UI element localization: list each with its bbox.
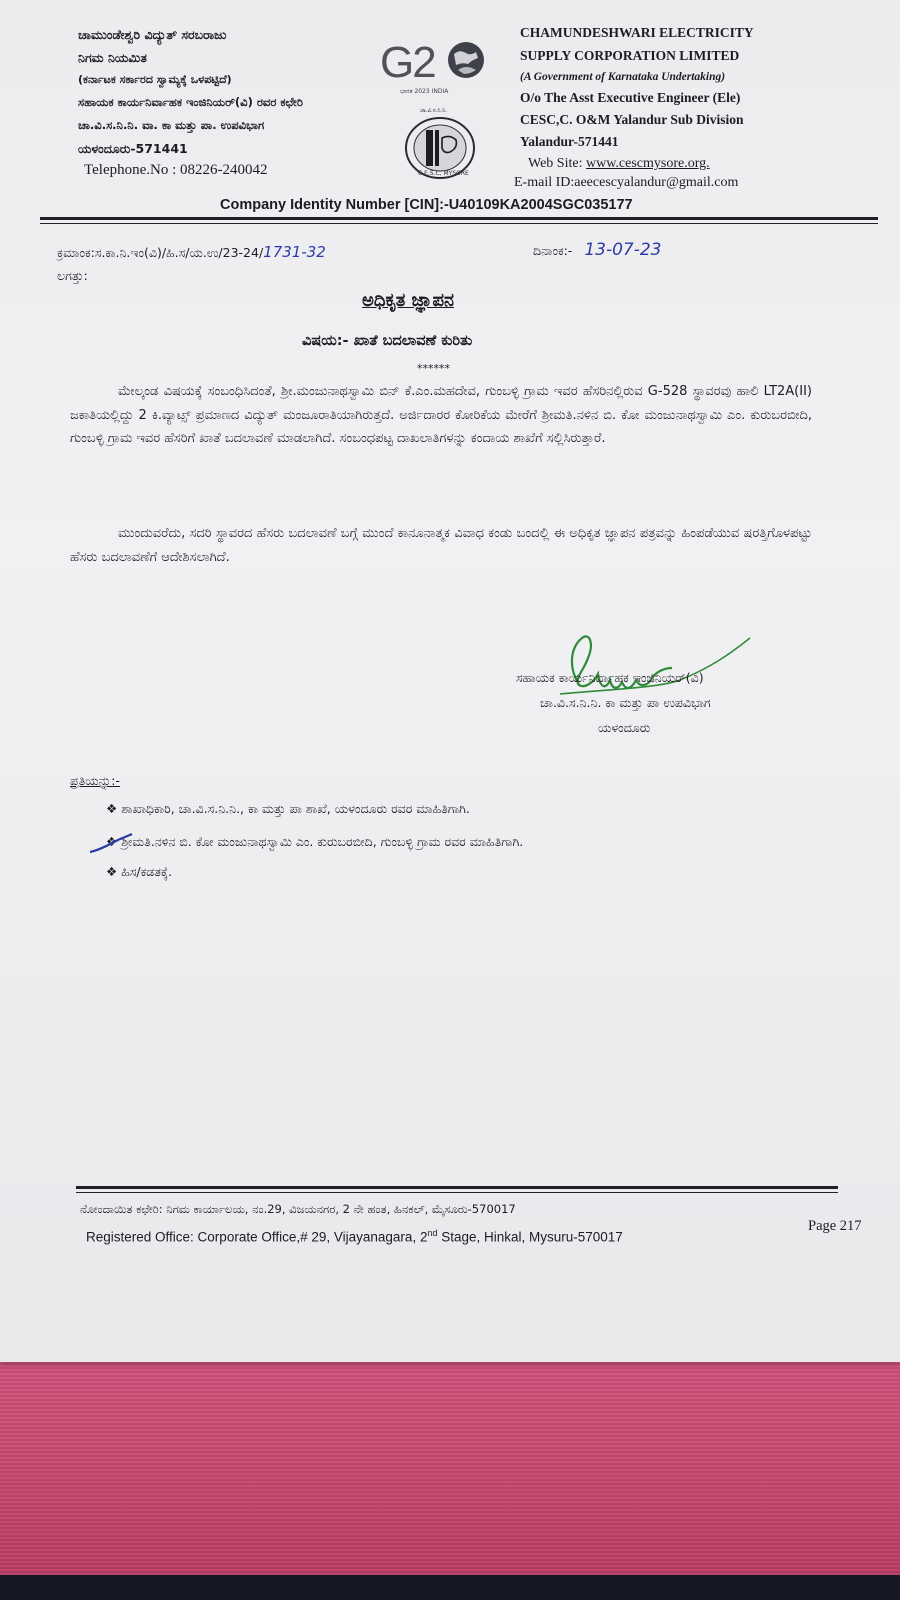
- header-email[interactable]: E-mail ID:aeecescyalandur@gmail.com: [514, 175, 739, 190]
- cesc-emblem: [400, 108, 480, 180]
- signatory-designation: ಸಹಾಯಕ ಕಾರ್ಯನಿರ್ವಾಹಕ ಇಂಜಿನಿಯರ್(ವಿ): [516, 670, 704, 685]
- footer-rule-thin: [76, 1192, 838, 1193]
- dark-floor: [0, 1575, 900, 1600]
- copy-item-1: [106, 801, 470, 817]
- header-kn-line-5: ಚಾ.ವಿ.ಸ.ನಿ.ನಿ. ವಾ. ಕಾ ಮತ್ತು ಪಾ. ಉಪವಿಭಾಗ: [78, 118, 265, 132]
- enclosure-label: ಲಗತ್ತು:: [57, 268, 88, 283]
- memo-paragraph-2: ಮುಂದುವರೆದು, ಸದರಿ ಸ್ಥಾವರದ ಹೆಸರು ಬದಲಾವಣೆ ಬಗ್ಗೆ ಮುಂದೆ ಕಾನೂನಾತ್ಮಕ ವಿವಾಧ ಕಂಡು ಬಂದಲ್ಲಿ ಈ ಅಧಿಕೃತ ಜ್ಞಾಪನ ಪತ್ರವನ್ನು ಹಿಂಪಡೆಯುವ ಷರತ್ತಿಗೊಳಪಟ್ಟು ಹೆಸರು ಬದಲಾವಣೆಗೆ ಆದೇಶಿಸಲಾಗಿದೆ.: [70, 526, 812, 565]
- bullet-icon: ❖: [106, 864, 118, 879]
- date-line: [533, 240, 661, 260]
- copies-label: ಪ್ರತಿಯನ್ನು:-: [70, 773, 120, 788]
- signatory-office: ಚಾ.ವಿ.ಸ.ನಿ.ನಿ. ಕಾ ಮತ್ತು ಪಾ ಉಪವಿಭಾಗ: [540, 695, 711, 710]
- footer-en-part-b: Stage, Hinkal, Mysuru-570017: [437, 1229, 623, 1245]
- copy-item-text: ಶಾಖಾಧಿಕಾರಿ, ಚಾ.ವಿ.ಸ.ನಿ.ನಿ., ಕಾ ಮತ್ತು ಪಾ ಶಾಖೆ, ಯಳಂದೂರು ರವರ ಮಾಹಿತಿಗಾಗಿ.: [121, 801, 470, 816]
- footer-en-sup: nd: [427, 1228, 438, 1238]
- date-handwritten: 13-07-23: [584, 240, 662, 260]
- header-en-line-1: CHAMUNDESHWARI ELECTRICITY: [520, 25, 754, 40]
- footer-rule-thick: [76, 1186, 838, 1189]
- cesc-emblem-ring: C.E.S.C, MYSORE: [418, 170, 469, 177]
- header-kn-line-2: ನಿಗಮ ನಿಯಮಿತ: [78, 50, 147, 65]
- header-en-line-3: (A Government of Karnataka Undertaking): [520, 71, 726, 83]
- ref-line: [57, 243, 326, 261]
- memo-subject: ವಿಷಯ:- ಖಾತೆ ಬದಲಾವಣೆ ಕುರಿತು: [302, 333, 473, 349]
- header-rule-thin: [40, 223, 878, 224]
- cin-line: [220, 197, 633, 213]
- ref-number-handwritten: 1731-32: [263, 243, 326, 261]
- header-en-line-5: CESC,C. O&M Yalandur Sub Division: [520, 112, 744, 127]
- header-en-line-4: O/o The Asst Executive Engineer (Ele): [520, 90, 741, 105]
- header-kn-line-1: ಚಾಮುಂಡೇಶ್ವರಿ ವಿದ್ಯುತ್ ಸರಬರಾಜು: [78, 27, 227, 42]
- g20-logo-subtext: ಭಾರತ 2023 INDIA: [400, 88, 449, 95]
- cin-label: Company Identity Number: [220, 197, 401, 213]
- header-rule-thick: [40, 217, 878, 220]
- cin-value: [CIN]:-U40109KA2004SGC035177: [404, 197, 633, 213]
- copy-item-2: [106, 834, 523, 850]
- header-telephone: Telephone.No : 08226-240042: [84, 162, 268, 178]
- footer-en-address: [86, 1228, 623, 1245]
- memo-stars: ******: [417, 362, 450, 375]
- memo-paragraph-1: ಮೇಲ್ಕಂಡ ವಿಷಯಕ್ಕೆ ಸಂಬಂಧಿಸಿದಂತೆ, ಶ್ರೀ.ಮಂಜುನಾಥಸ್ವಾಮಿ ಬಿನ್ ಕೆ.ಎಂ.ಮಹದೇವ, ಗುಂಬಳ್ಳಿ ಗ್ರಾಮ ಇವರ ಹೆಸರಿನಲ್ಲಿರುವ G-528 ಸ್ಥಾವರವು ಹಾಲಿ LT2A(II) ಜಕಾತಿಯಲ್ಲಿದ್ದು 2 ಕಿ.ವ್ಯಾಟ್ಸ್ ಪ್ರಮಾಣದ ವಿದ್ಯುತ್ ಮಂಜೂರಾತಿಯಾಗಿರುತ್ತದೆ. ಅರ್ಜಿದಾರರ ಕೋರಿಕೆಯ ಮೇರೆಗೆ ಶ್ರೀಮತಿ.ನಳಿನ ಬಿ. ಕೋ ಮಂಜುನಾಥಸ್ವಾಮಿ ಎಂ. ಕುರುಬರಬೀದಿ, ಗುಂಬಳ್ಳಿ ಗ್ರಾಮ ಇವರ ಹೆಸರಿಗೆ ಖಾತೆ ಬದಲಾವಣೆ ಮಾಡಲಾಗಿದೆ. ಸಂಬಂಧಪಟ್ಟ ದಾಖಲಾತಿಗಳನ್ನು ಕಂದಾಯ ಶಾಖೆಗೆ ಸಲ್ಲಿಸಿರುತ್ತಾರೆ.: [70, 384, 812, 446]
- page-number: Page 217: [808, 1218, 862, 1234]
- copy-item-3: [106, 864, 172, 880]
- header-en-line-6: Yalandur-571441: [520, 134, 619, 149]
- g20-logo-text: G2: [380, 38, 435, 87]
- header-kn-line-4: ಸಹಾಯಕ ಕಾರ್ಯನಿರ್ವಾಹಕ ಇಂಜಿನಿಯರ್(ವಿ) ರವರ ಕಛೇರಿ: [78, 95, 303, 109]
- cesc-emblem-top: ಚಾ.ವಿ.ಸ.ನಿ.ನಿ.: [420, 108, 448, 114]
- pink-surface: [0, 1340, 900, 1575]
- date-label: ದಿನಾಂಕ:-: [533, 243, 573, 258]
- g20-globe-icon: [446, 40, 486, 80]
- g20-logo: [380, 38, 490, 104]
- header-en-line-2: SUPPLY CORPORATION LIMITED: [520, 48, 740, 63]
- header-kn-line-3: (ಕರ್ನಾಟಕ ಸರ್ಕಾರದ ಸ್ವಾಮ್ಯಕ್ಕೆ ಒಳಪಟ್ಟಿದೆ): [78, 73, 232, 86]
- website-link[interactable]: www.cescmysore.org.: [585, 156, 710, 171]
- pen-tick-mark-icon: [88, 830, 134, 860]
- bullet-icon: ❖: [106, 801, 118, 816]
- bullet-icon: ❖: [106, 834, 118, 849]
- signatory-place: ಯಳಂದೂರು: [598, 720, 651, 735]
- header-website-line: [528, 156, 710, 172]
- header-kn-line-6: ಯಳಂದೂರು-571441: [78, 141, 188, 156]
- ref-label: ಕ್ರಮಾಂಕ:ಸ.ಕಾ.ನಿ.ಇಂ(ವಿ)/ಹಿ.ಸ/ಯ.ಉ/23-24/: [57, 245, 264, 260]
- copy-item-text: ಹಿಸ/ಕಡತಕ್ಕೆ.: [121, 864, 173, 879]
- copy-item-text: ಶ್ರೀಮತಿ.ನಳಿನ ಬಿ. ಕೋ ಮಂಜುನಾಥಸ್ವಾಮಿ ಎಂ. ಕುರುಬರಬೀದಿ, ಗುಂಬಳ್ಳಿ ಗ್ರಾಮ ರವರ ಮಾಹಿತಿಗಾಗಿ.: [121, 834, 524, 849]
- footer-en-part-a: Registered Office: Corporate Office,# 29, Vijayanagara, 2: [86, 1229, 428, 1245]
- footer-kn-address: ನೋಂದಾಯಿತ ಕಛೇರಿ: ನಿಗಮ ಕಾರ್ಯಾಲಯ, ನಂ.29, ವಿಜಯನಗರ, 2 ನೇ ಹಂತ, ಹಿನಕಲ್, ಮೈಸೂರು-570017: [80, 1202, 516, 1216]
- memo-title: ಅಧಿಕೃತ ಜ್ಞಾಪನ: [362, 290, 455, 311]
- website-label: Web Site:: [528, 156, 583, 171]
